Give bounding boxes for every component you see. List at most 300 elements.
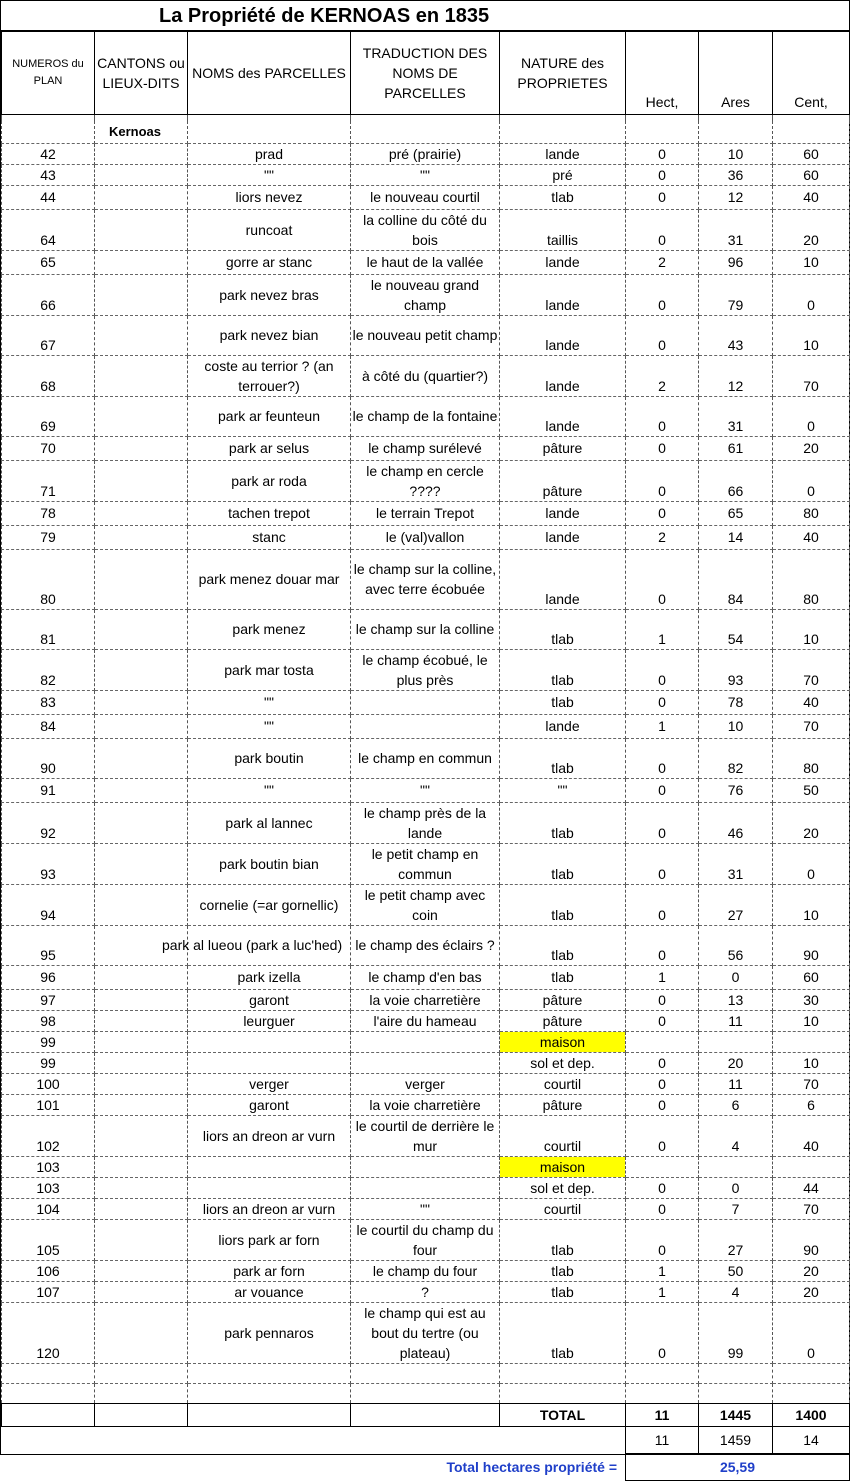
table-row [2,649,850,690]
cell-nature: tlab [500,1219,626,1260]
cell-nom: park mar tosta [188,649,351,690]
table-row [2,396,850,436]
cell-hect: 0 [626,396,699,436]
cell-numero: 43 [2,164,95,185]
table-row [2,1198,850,1219]
cell-cent [773,1031,850,1052]
total-ares: 1445 [699,1403,773,1426]
cell-hect: 0 [626,549,699,609]
cell-ares: 11 [699,1073,773,1094]
cell-nature: pâture [500,436,626,460]
cell-ares: 27 [699,884,773,925]
cell-cent: 10 [773,1010,850,1031]
cell-traduction: le champ des éclairs ? [351,925,500,965]
cell-nom: "" [188,778,351,802]
cell-nature: pré [500,164,626,185]
cell-hect: 0 [626,843,699,884]
cell-nom: park al lueou (park a luc'hed) [188,925,351,965]
cell-canton [95,649,188,690]
cell-nature: tlab [500,1302,626,1363]
grand-total-label: Total hectares propriété = [446,1458,617,1475]
cell-numero: 82 [2,649,95,690]
table-row [2,1219,850,1260]
cell-traduction [351,714,500,738]
cell-hect: 1 [626,609,699,649]
cell-hect [626,1031,699,1052]
table-row [2,1052,850,1073]
table-row [2,843,850,884]
cell-canton [95,1260,188,1281]
converted-ares: 1459 [699,1426,773,1453]
cell-nom: park boutin bian [188,843,351,884]
cell-numero: 95 [2,925,95,965]
cell-numero: 103 [2,1177,95,1198]
header-nature: NATURE des PROPRIETES [500,32,626,115]
cell-nom: park ar feunteun [188,396,351,436]
cell-numero: 99 [2,1052,95,1073]
cell-numero: 93 [2,843,95,884]
cell-canton [95,714,188,738]
cell-hect [626,1156,699,1177]
property-table [1,31,850,1481]
cell-ares: 43 [699,315,773,355]
cell-numero: 98 [2,1010,95,1031]
cell-traduction: le champ près de la lande [351,802,500,843]
cell-nom: park nevez bian [188,315,351,355]
cell-canton [95,1302,188,1363]
table-row [2,925,850,965]
cell-nature: lande [500,143,626,164]
cell-traduction: le champ en commun [351,738,500,778]
cell-traduction: le champ en cercle ???? [351,460,500,501]
table-row [2,209,850,250]
cell-numero: 80 [2,549,95,609]
cell-nom: runcoat [188,209,351,250]
cell-nature: tlab [500,649,626,690]
header-noms: NOMS des PARCELLES [188,32,351,115]
cell-hect: 0 [626,1115,699,1156]
cell-numero: 70 [2,436,95,460]
cell-cent: 30 [773,989,850,1010]
cell-ares: 13 [699,989,773,1010]
cell-ares [699,1031,773,1052]
cell-nom: cornelie (=ar gornellic) [188,884,351,925]
cell-nature: lande [500,355,626,396]
cell-traduction: le nouveau courtil [351,185,500,209]
cell-ares: 76 [699,778,773,802]
cell-cent: 90 [773,1219,850,1260]
header-cantons: CANTONS ou LIEUX-DITS [95,32,188,115]
cell-hect: 1 [626,1260,699,1281]
cell-hect: 0 [626,738,699,778]
cell-nature: courtil [500,1073,626,1094]
cell-nature: sol et dep. [500,1052,626,1073]
cell-numero: 106 [2,1260,95,1281]
cell-ares: 11 [699,1010,773,1031]
cell-traduction: le haut de la vallée [351,250,500,274]
cell-nom: verger [188,1073,351,1094]
cell-numero: 78 [2,501,95,525]
cell-numero: 65 [2,250,95,274]
cell-cent: 40 [773,525,850,549]
cell-traduction: le nouveau petit champ [351,315,500,355]
converted-cent: 14 [773,1426,850,1453]
cell-hect: 1 [626,1281,699,1302]
total-hect: 11 [626,1403,699,1426]
cell-traduction: la voie charretière [351,989,500,1010]
cell-numero: 103 [2,1156,95,1177]
converted-row [2,1426,850,1453]
table-row [2,1177,850,1198]
cell-hect: 0 [626,1073,699,1094]
table-row [2,501,850,525]
canton-label: Kernoas [95,121,188,143]
cell-traduction: "" [351,1198,500,1219]
table-row [2,185,850,209]
cell-ares: 54 [699,609,773,649]
cell-nature: tlab [500,802,626,843]
sheet-title: La Propriété de KERNOAS en 1835 [1,1,849,31]
cell-nom: "" [188,714,351,738]
cell-cent: 20 [773,802,850,843]
cell-ares: 50 [699,1260,773,1281]
cell-numero: 107 [2,1281,95,1302]
cell-nature: tlab [500,1260,626,1281]
cell-cent: 10 [773,884,850,925]
cell-ares: 0 [699,965,773,989]
header-cent: Cent, [773,32,850,115]
cell-ares: 31 [699,843,773,884]
cell-hect: 0 [626,1177,699,1198]
cell-cent: 40 [773,1115,850,1156]
cell-numero: 94 [2,884,95,925]
cell-nature: tlab [500,185,626,209]
table-row [2,164,850,185]
cell-ares: 31 [699,396,773,436]
cell-traduction: la voie charretière [351,1094,500,1115]
table-row [2,250,850,274]
cell-nature: tlab [500,1281,626,1302]
cell-ares: 12 [699,355,773,396]
cell-cent: 90 [773,925,850,965]
cell-canton [95,690,188,714]
cell-traduction: le champ écobué, le plus près [351,649,500,690]
cell-numero: 99 [2,1031,95,1052]
cell-nature: taillis [500,209,626,250]
cell-hect: 0 [626,778,699,802]
cell-hect: 0 [626,460,699,501]
cell-nom: park pennaros [188,1302,351,1363]
cell-nom: coste au terrior ? (an terrouer?) [188,355,351,396]
cell-nom [188,1156,351,1177]
cell-hect: 0 [626,989,699,1010]
cell-traduction: le courtil du champ du four [351,1219,500,1260]
table-row [2,1094,850,1115]
cell-cent: 70 [773,1073,850,1094]
table-row [2,525,850,549]
cell-cent: 0 [773,843,850,884]
cell-numero: 91 [2,778,95,802]
cell-hect: 0 [626,1010,699,1031]
cell-ares: 82 [699,738,773,778]
cell-ares [699,1156,773,1177]
cell-hect: 0 [626,315,699,355]
cell-numero: 83 [2,690,95,714]
cell-hect: 0 [626,1052,699,1073]
cell-nature: lande [500,525,626,549]
cell-nature: maison [500,1156,626,1177]
table-row [2,1073,850,1094]
table-row [2,738,850,778]
canton-row [2,121,850,143]
cell-hect: 0 [626,1198,699,1219]
cell-cent: 20 [773,209,850,250]
cell-nature: courtil [500,1198,626,1219]
cell-ares: 96 [699,250,773,274]
header-row [2,32,850,115]
cell-canton [95,315,188,355]
cell-traduction: le (val)vallon [351,525,500,549]
cell-numero: 79 [2,525,95,549]
table-row [2,1010,850,1031]
cell-hect: 0 [626,501,699,525]
cell-ares: 7 [699,1198,773,1219]
cell-canton [95,884,188,925]
cell-cent: 44 [773,1177,850,1198]
cell-traduction: le champ sur la colline, avec terre écobuée [351,549,500,609]
cell-hect: 0 [626,802,699,843]
cell-traduction: l'aire du hameau [351,1010,500,1031]
table-row [2,802,850,843]
cell-nature: lande [500,315,626,355]
cell-hect: 0 [626,274,699,315]
cell-canton [95,738,188,778]
cell-nature: courtil [500,1115,626,1156]
cell-nom: "" [188,690,351,714]
cell-ares: 4 [699,1281,773,1302]
cell-cent: 0 [773,1302,850,1363]
table-row [2,1302,850,1363]
cell-canton [95,1031,188,1052]
cell-hect: 1 [626,965,699,989]
cell-numero: 67 [2,315,95,355]
cell-nature: tlab [500,738,626,778]
cell-nom: park ar selus [188,436,351,460]
cell-cent [773,1156,850,1177]
header-numeros: NUMEROS du PLAN [2,32,95,115]
cell-nom: park nevez bras [188,274,351,315]
cell-traduction: le courtil de derrière le mur [351,1115,500,1156]
cell-canton [95,778,188,802]
header-traduction: TRADUCTION DES NOMS DE PARCELLES [351,32,500,115]
cell-traduction [351,690,500,714]
cell-nom: ar vouance [188,1281,351,1302]
cell-hect: 0 [626,649,699,690]
cell-hect: 1 [626,714,699,738]
cell-ares: 99 [699,1302,773,1363]
cell-canton [95,802,188,843]
cell-nom: liors nevez [188,185,351,209]
cell-nom: park menez [188,609,351,649]
cell-hect: 0 [626,1219,699,1260]
cell-nom [188,1031,351,1052]
cell-cent: 10 [773,250,850,274]
cell-traduction [351,1031,500,1052]
table-row [2,1156,850,1177]
cell-nature: lande [500,274,626,315]
cell-canton [95,525,188,549]
cell-numero: 71 [2,460,95,501]
cell-canton [95,1198,188,1219]
cell-canton [95,843,188,884]
cell-nom [188,1177,351,1198]
cell-ares: 10 [699,143,773,164]
cell-nom: liors an dreon ar vurn [188,1115,351,1156]
cell-canton [95,143,188,164]
cell-nom: "" [188,164,351,185]
cell-canton [95,250,188,274]
cell-canton [95,609,188,649]
cell-ares: 56 [699,925,773,965]
table-row [2,143,850,164]
table-row [2,609,850,649]
cell-traduction [351,1156,500,1177]
cell-numero: 100 [2,1073,95,1094]
cell-nature: lande [500,549,626,609]
cell-canton [95,1115,188,1156]
cell-hect: 0 [626,1094,699,1115]
cell-ares: 93 [699,649,773,690]
table-row [2,355,850,396]
cell-ares: 27 [699,1219,773,1260]
cell-nature: pâture [500,460,626,501]
cell-numero: 97 [2,989,95,1010]
cell-ares: 31 [699,209,773,250]
cell-hect: 0 [626,925,699,965]
cell-numero: 69 [2,396,95,436]
cell-nature: lande [500,501,626,525]
cell-canton [95,1281,188,1302]
total-label: TOTAL [500,1403,626,1426]
cell-numero: 84 [2,714,95,738]
cell-cent: 10 [773,1052,850,1073]
cell-cent: 0 [773,274,850,315]
table-row [2,460,850,501]
cell-traduction: pré (prairie) [351,143,500,164]
cell-traduction: à côté du (quartier?) [351,355,500,396]
cell-hect: 0 [626,164,699,185]
cell-numero: 66 [2,274,95,315]
cell-traduction: "" [351,778,500,802]
cell-canton [95,164,188,185]
cell-canton [95,185,188,209]
cell-traduction: le champ d'en bas [351,965,500,989]
cell-hect: 2 [626,250,699,274]
cell-traduction: le petit champ avec coin [351,884,500,925]
table-row [2,690,850,714]
cell-numero: 64 [2,209,95,250]
cell-traduction: le terrain Trepot [351,501,500,525]
table-row [2,884,850,925]
cell-nom: leurguer [188,1010,351,1031]
cell-nature: tlab [500,884,626,925]
table-row [2,549,850,609]
cell-numero: 68 [2,355,95,396]
cell-nature: tlab [500,843,626,884]
cell-cent: 80 [773,738,850,778]
cell-cent: 50 [773,778,850,802]
cell-traduction: le nouveau grand champ [351,274,500,315]
table-row [2,1031,850,1052]
cell-ares: 6 [699,1094,773,1115]
cell-hect: 2 [626,525,699,549]
table-row [2,274,850,315]
cell-cent: 70 [773,649,850,690]
grand-total-value: 25,59 [626,1453,850,1480]
cell-hect: 2 [626,355,699,396]
table-row [2,1115,850,1156]
cell-cent: 80 [773,549,850,609]
cell-nom: park izella [188,965,351,989]
cell-ares: 79 [699,274,773,315]
cell-canton [95,1156,188,1177]
cell-nom: tachen trepot [188,501,351,525]
table-row [2,1281,850,1302]
cell-cent: 80 [773,501,850,525]
cell-nature: pâture [500,1094,626,1115]
cell-traduction: ? [351,1281,500,1302]
cell-nom: park menez douar mar [188,549,351,609]
cell-numero: 81 [2,609,95,649]
cell-canton [95,355,188,396]
cell-canton [95,1094,188,1115]
cell-ares: 84 [699,549,773,609]
cell-canton [95,965,188,989]
cell-traduction [351,1177,500,1198]
cell-nature: tlab [500,609,626,649]
converted-hect: 11 [626,1426,699,1453]
cell-nature: sol et dep. [500,1177,626,1198]
cell-hect: 0 [626,1302,699,1363]
cell-cent: 20 [773,1260,850,1281]
cell-ares: 46 [699,802,773,843]
cell-nature: lande [500,714,626,738]
cell-traduction: le champ de la fontaine [351,396,500,436]
header-ares: Ares [699,32,773,115]
cell-canton [95,396,188,436]
cell-cent: 60 [773,143,850,164]
cell-nature: lande [500,396,626,436]
cell-numero: 92 [2,802,95,843]
cell-traduction: le champ surélevé [351,436,500,460]
cell-canton [95,1052,188,1073]
cell-nature: "" [500,778,626,802]
cell-cent: 70 [773,714,850,738]
cell-hect: 0 [626,209,699,250]
cell-traduction [351,1052,500,1073]
cell-cent: 0 [773,396,850,436]
cell-cent: 60 [773,164,850,185]
cell-nature: pâture [500,1010,626,1031]
cell-canton [95,209,188,250]
cell-numero: 42 [2,143,95,164]
table-row [2,778,850,802]
cell-traduction: verger [351,1073,500,1094]
cell-numero: 44 [2,185,95,209]
cell-nom: park al lannec [188,802,351,843]
cell-nature: pâture [500,989,626,1010]
cell-numero: 105 [2,1219,95,1260]
